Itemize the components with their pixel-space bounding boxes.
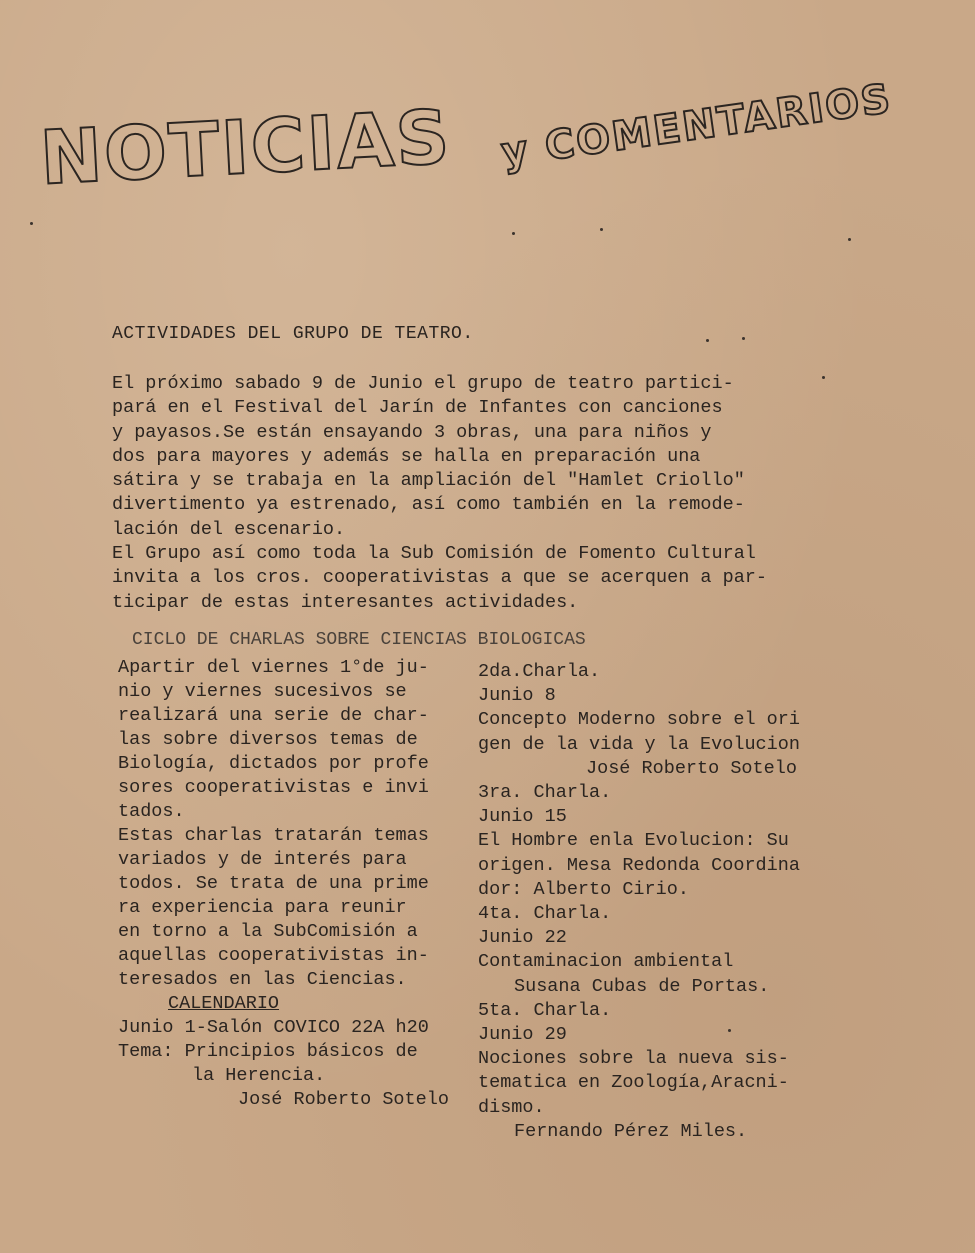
talk-speaker: Fernando Pérez Miles. (514, 1120, 748, 1142)
text-line: teresados en las Ciencias. (118, 969, 407, 990)
talk-topic: origen. Mesa Redonda Coordina (478, 854, 800, 876)
banner-title: NOTICIAS (38, 94, 454, 202)
ink-speck (728, 1029, 731, 1032)
ink-speck (30, 222, 33, 225)
cycle-heading: CICLO DE CHARLAS SOBRE CIENCIAS BIOLOGICAS (132, 630, 586, 650)
text-line: sátira y se trabaja en la ampliación del "Hamlet Criollo" (112, 470, 745, 492)
talk-date: Junio 29 (478, 1024, 567, 1046)
text-line: invita a los cros. cooperativistas a que se acerquen a par- (112, 567, 768, 589)
talk-topic: dismo. (478, 1096, 545, 1118)
ink-speck (822, 376, 825, 379)
text-line: realizará una serie de char- (118, 705, 429, 726)
text-line: lación del escenario. (112, 518, 346, 540)
talk-topic: Nociones sobre la nueva sis- (478, 1048, 789, 1070)
text-line: y payasos.Se están ensayando 3 obras, una para niños y (112, 421, 712, 443)
ink-speck (600, 228, 603, 231)
text-line: sores cooperativistas e invi (118, 777, 429, 798)
talk-label: 3ra. Charla. (478, 782, 612, 804)
theatre-paragraph (112, 372, 832, 615)
first-talk-topic: la Herencia. (192, 1065, 326, 1086)
text-line: las sobre diversos temas de (118, 729, 418, 750)
text-line: dos para mayores y además se halla en preparación una (112, 445, 701, 467)
talk-topic: Contaminacion ambiental (478, 951, 734, 973)
talk-topic: gen de la vida y la Evolucion (478, 733, 800, 755)
talk-label: 4ta. Charla. (478, 903, 612, 925)
text-line: nio y viernes sucesivos se (118, 681, 407, 702)
talk-topic: El Hombre enla Evolucion: Su (478, 830, 789, 852)
text-line: pará en el Festival del Jarín de Infantes con canciones (112, 397, 723, 419)
talk-date: Junio 8 (478, 685, 556, 707)
talk-topic: tematica en Zoología,Aracni- (478, 1072, 789, 1094)
ink-speck (848, 238, 851, 241)
talks-column (478, 660, 838, 1144)
banner-subtitle: y COMENTARIOS (498, 75, 895, 176)
text-line: divertimento ya estrenado, así como también en la remode- (112, 494, 745, 516)
first-talk-topic: Tema: Principios básicos de (118, 1041, 418, 1062)
talk-date: Junio 15 (478, 806, 567, 828)
talk-label: 2da.Charla. (478, 661, 601, 682)
talk-topic: dor: Alberto Cirio. (478, 878, 689, 900)
text-line: aquellas cooperativistas in- (118, 945, 429, 966)
talk-speaker: José Roberto Sotelo (586, 757, 797, 779)
text-line: Estas charlas tratarán temas (118, 825, 429, 846)
calendar-heading: CALENDARIO (168, 993, 280, 1014)
text-line: variados y de interés para (118, 849, 407, 870)
text-line: todos. Se trata de una prime (118, 873, 429, 894)
talk-date: Junio 22 (478, 927, 567, 949)
theatre-heading: ACTIVIDADES DEL GRUPO DE TEATRO. (112, 324, 474, 344)
talk-topic: Concepto Moderno sobre el ori (478, 709, 800, 731)
cycle-intro-column (118, 656, 468, 1112)
first-talk-date: Junio 1-Salón COVICO 22A h20 (118, 1017, 429, 1038)
text-line: Apartir del viernes 1°de ju- (118, 657, 429, 678)
text-line: ticipar de estas interesantes actividades. (112, 591, 579, 613)
talk-label: 5ta. Charla. (478, 999, 612, 1021)
text-line: tados. (118, 801, 185, 822)
text-line: El Grupo así como toda la Sub Comisión de Fomento Cultural (112, 543, 756, 565)
text-line: ra experiencia para reunir (118, 897, 407, 918)
ink-speck (512, 232, 515, 235)
ink-speck (742, 337, 745, 340)
text-line: en torno a la SubComisión a (118, 921, 418, 942)
text-line: Biología, dictados por profe (118, 753, 429, 774)
talk-speaker: Susana Cubas de Portas. (514, 975, 770, 997)
text-line: El próximo sabado 9 de Junio el grupo de teatro partici- (112, 373, 734, 394)
ink-speck (706, 339, 709, 342)
first-talk-speaker: José Roberto Sotelo (238, 1089, 449, 1110)
